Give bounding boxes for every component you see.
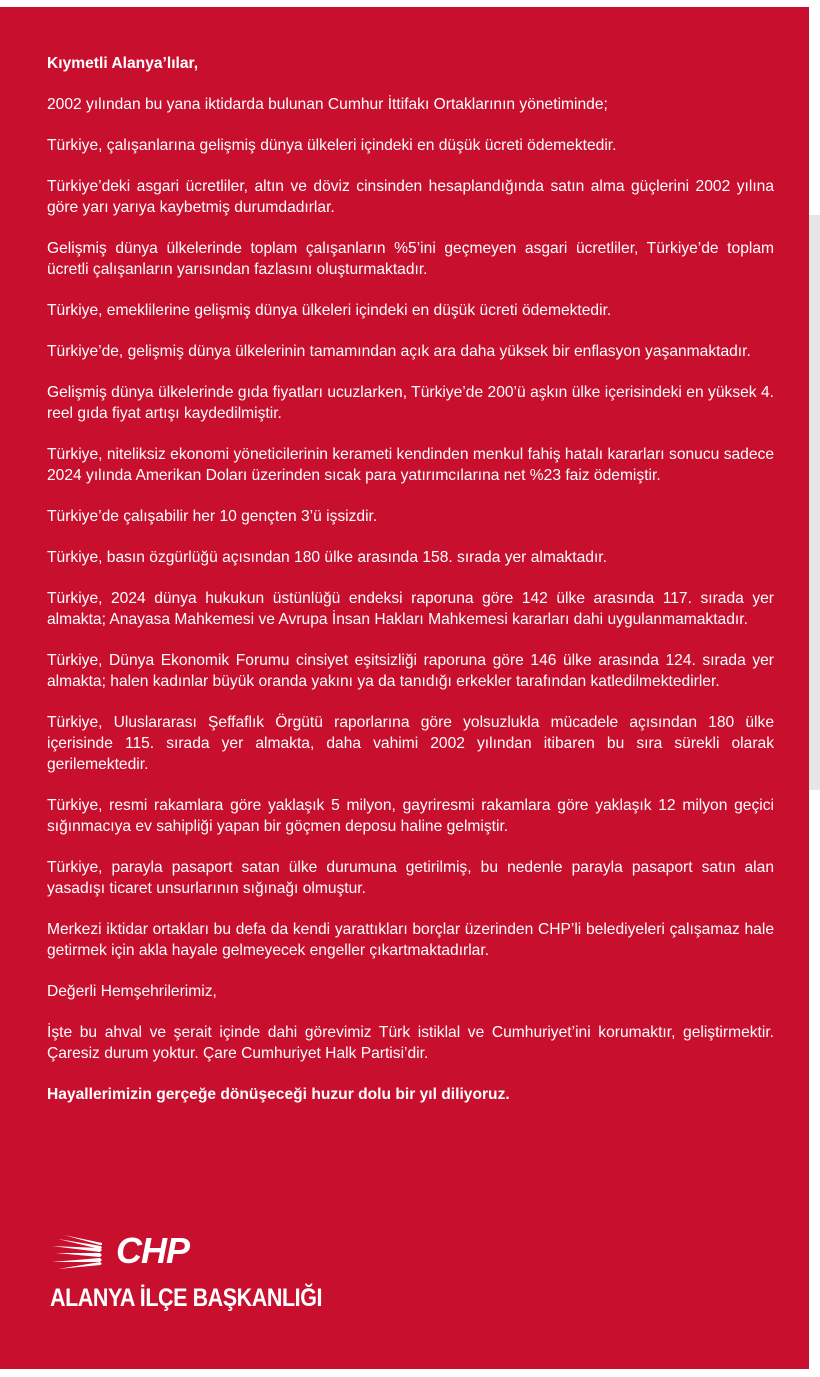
- chp-logo: [50, 1230, 370, 1323]
- logo-subtitle: ALANYA İLÇE BAŞKANLIĞI: [50, 1284, 323, 1312]
- paragraph-13: Türkiye, Uluslararası Şeffaflık Örgütü raporlarına göre yolsuzlukla mücadele açısından 180 ülke içerisinde 115. sırada yer almakta, daha vahimi 2002 yılından itibaren bu sıra sürekli olarak gerilemektedir.: [47, 714, 774, 773]
- closing-wish: Hayallerimizin gerçeğe dönüşeceği huzur dolu bir yıl diliyoruz.: [47, 1086, 510, 1103]
- paragraph-3: Türkiye’deki asgari ücretliler, altın ve döviz cinsinden hesaplandığında satın alma güçlerini 2002 yılına göre yarı yarıya kaybetmiş durumdadırlar.: [47, 178, 774, 216]
- paragraph-12: Türkiye, Dünya Ekonomik Forumu cinsiyet eşitsizliği raporuna göre 146 ülke arasında 124. sırada yer almakta; halen kadınlar büyük oranda yakını ya da tanıdığı erkekler tarafından katledilmektedirler.: [47, 652, 774, 690]
- paragraph-10: Türkiye, basın özgürlüğü açısından 180 ülke arasında 158. sırada yer almaktadır.: [47, 549, 607, 566]
- salutation: Değerli Hemşehrilerimiz,: [47, 983, 217, 1000]
- paragraph-17: İşte bu ahval ve şerait içinde dahi görevimiz Türk istiklal ve Cumhuriyet’ini korumaktır, geliştirmektir. Çaresiz durum yoktur. Çare Cumhuriyet Halk Partisi’dir.: [47, 1024, 774, 1062]
- paragraph-2: Türkiye, çalışanlarına gelişmiş dünya ülkeleri içindeki en düşük ücreti ödemektedir.: [47, 137, 617, 154]
- paragraph-16: Merkezi iktidar ortakları bu defa da kendi yarattıkları borçlar üzerinden CHP’li belediyeleri çalışamaz hale getirmek için akla hayale gelmeyecek engeller çıkartmaktadırlar.: [47, 921, 774, 959]
- paragraph-9: Türkiye’de çalışabilir her 10 gençten 3’ü işsizdir.: [47, 508, 378, 525]
- paragraph-14: Türkiye, resmi rakamlara göre yaklaşık 5 milyon, gayriresmi rakamlara göre yaklaşık 12 milyon geçici sığınmacıya ev sahipliği yapan bir göçmen deposu haline gelmiştir.: [47, 797, 774, 835]
- letter-body: [47, 53, 774, 1125]
- paragraph-5: Türkiye, emeklilerine gelişmiş dünya ülkeleri içindeki en düşük ücreti ödemektedir.: [47, 302, 612, 319]
- paragraph-4: Gelişmiş dünya ülkelerinde toplam çalışanların %5’ini geçmeyen asgari ücretliler, Türkiye’de toplam ücretli çalışanların yarısından fazlasını oluşturmaktadır.: [47, 240, 774, 278]
- statement-poster: [0, 7, 809, 1369]
- paragraph-8: Türkiye, niteliksiz ekonomi yöneticilerinin kerameti kendinden menkul fahiş hatalı kararları sonucu sadece 2024 yılında Amerikan Doları üzerinden sıcak para yatırımcılarına net %23 faiz ödemiştir.: [47, 446, 774, 484]
- logo-wordmark: CHP: [116, 1230, 190, 1271]
- paragraph-6: Türkiye’de, gelişmiş dünya ülkelerinin tamamından açık ara daha yüksek bir enflasyon yaşanmaktadır.: [47, 343, 751, 360]
- paragraph-15: Türkiye, parayla pasaport satan ülke durumuna getirilmiş, bu nedenle parayla pasaport satın alan yasadışı ticaret unsurlarının sığınağı olmuştur.: [47, 859, 774, 897]
- paragraph-1: 2002 yılından bu yana iktidarda bulunan Cumhur İttifakı Ortaklarının yönetiminde;: [47, 96, 608, 113]
- paragraph-11: Türkiye, 2024 dünya hukukun üstünlüğü endeksi raporuna göre 142 ülke arasında 117. sırada yer almakta; Anayasa Mahkemesi ve Avrupa İnsan Hakları Mahkemesi kararları dahi uygulanmamaktadır.: [47, 590, 774, 628]
- paragraph-7: Gelişmiş dünya ülkelerinde gıda fiyatları ucuzlarken, Türkiye’de 200’ü aşkın ülke içerisindeki en yüksek 4. reel gıda fiyat artışı kaydedilmiştir.: [47, 384, 774, 422]
- scrollbar[interactable]: [809, 215, 820, 790]
- letter-greeting: Kıymetli Alanya’lılar,: [47, 55, 199, 72]
- six-arrows-icon: [50, 1233, 110, 1273]
